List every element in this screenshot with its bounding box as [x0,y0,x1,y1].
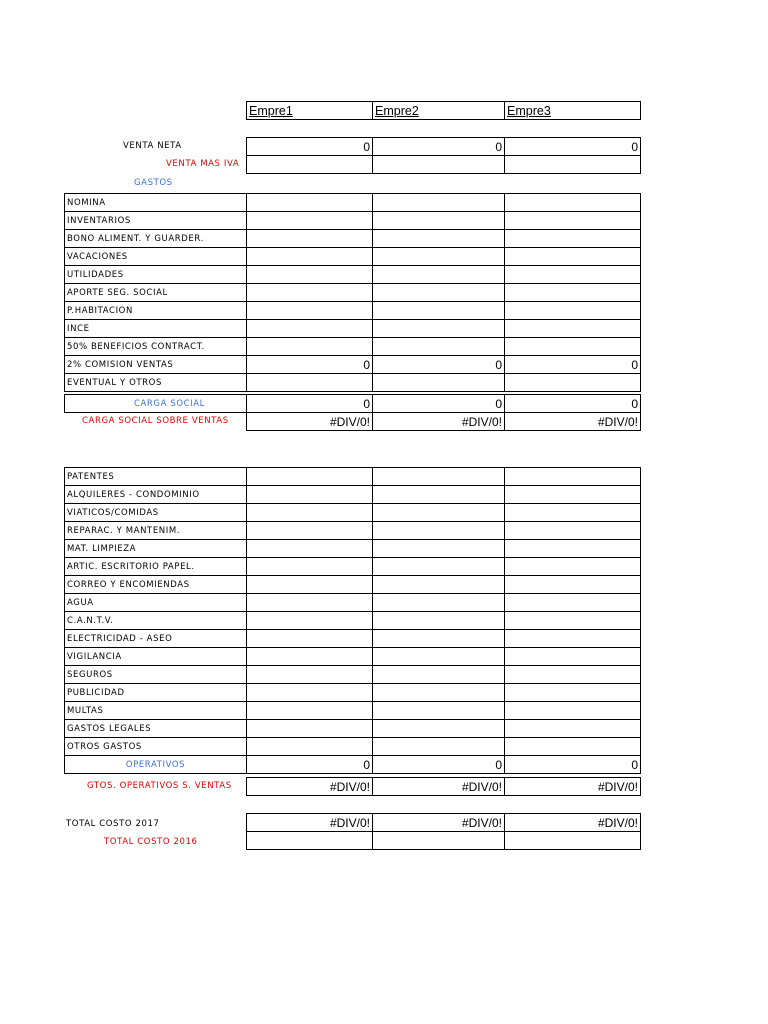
row-value-empre1[interactable] [247,648,373,666]
row-value-empre2[interactable] [373,576,505,594]
table-row [65,666,641,684]
row-label: AGUA [65,594,247,612]
row-value-empre3[interactable] [505,684,641,702]
header-empre3[interactable]: Empre3 [505,102,641,120]
venta-table [246,137,641,174]
venta-neta-empre1[interactable]: 0 [247,138,373,156]
row-value-empre2[interactable] [373,666,505,684]
table-row [65,594,641,612]
table-row [65,576,641,594]
row-label: C.A.N.T.V. [65,612,247,630]
row-label: 2% COMISION VENTAS [65,356,247,374]
row-value-empre2[interactable] [373,684,505,702]
row-value-empre1[interactable]: 0 [247,356,373,374]
row-value-empre1[interactable] [247,594,373,612]
row-label: GASTOS LEGALES [65,720,247,738]
venta-mas-iva-row [247,156,641,174]
table-row [65,558,641,576]
operativos-total-empre3[interactable]: 0 [505,756,641,774]
row-value-empre2[interactable]: 0 [373,356,505,374]
operativos-sobre-ventas-row [247,778,641,796]
operativos-total-row [65,756,641,774]
row-value-empre1[interactable] [247,486,373,504]
row-value-empre2[interactable] [373,504,505,522]
table-row [65,302,641,320]
carga-social-empre1[interactable]: 0 [247,395,373,413]
row-label: PUBLICIDAD [65,684,247,702]
row-value-empre3[interactable] [505,612,641,630]
table-row [65,702,641,720]
table-row [65,612,641,630]
row-value-empre1[interactable] [247,720,373,738]
venta-mas-iva-label: VENTA MAS IVA [166,159,240,169]
venta-neta-empre3[interactable]: 0 [505,138,641,156]
total-costo-2016-empre3[interactable] [505,832,641,850]
carga-social-ventas-table [246,412,641,431]
row-value-empre1[interactable] [247,738,373,756]
table-row [65,468,641,486]
table-row [65,320,641,338]
totales-table [246,813,641,850]
row-value-empre1[interactable] [247,684,373,702]
table-row [65,338,641,356]
row-value-empre2[interactable] [373,594,505,612]
row-value-empre2[interactable] [373,486,505,504]
row-value-empre3[interactable] [505,630,641,648]
row-value-empre3[interactable] [505,230,641,248]
row-label: 50% BENEFICIOS CONTRACT. [65,338,247,356]
row-value-empre1[interactable] [247,666,373,684]
table-row [65,648,641,666]
row-value-empre2[interactable] [373,212,505,230]
row-label: CORREO Y ENCOMIENDAS [65,576,247,594]
table-row [65,230,641,248]
row-label: OTROS GASTOS [65,738,247,756]
table-row [65,522,641,540]
row-value-empre2[interactable] [373,630,505,648]
row-value-empre1[interactable] [247,504,373,522]
row-value-empre3[interactable] [505,486,641,504]
gastos-table [64,193,641,392]
row-label: MULTAS [65,702,247,720]
row-value-empre3[interactable] [505,248,641,266]
row-label: P.HABITACION [65,302,247,320]
carga-social-ventas-label: CARGA SOCIAL SOBRE VENTAS [82,416,229,426]
row-value-empre1[interactable] [247,630,373,648]
row-value-empre3[interactable] [505,648,641,666]
row-value-empre3[interactable] [505,666,641,684]
row-label: PATENTES [65,468,247,486]
operativos-sobre-ventas-empre2[interactable]: #DIV/0! [373,778,505,796]
table-row [65,194,641,212]
row-value-empre1[interactable] [247,284,373,302]
operativos-table [64,467,641,774]
table-row [65,720,641,738]
row-value-empre1[interactable] [247,248,373,266]
row-value-empre2[interactable] [373,302,505,320]
table-row [65,266,641,284]
carga-social-row [65,395,641,413]
venta-mas-iva-empre1[interactable] [247,156,373,174]
operativos-sobre-ventas-label: GTOS. OPERATIVOS S. VENTAS [87,781,232,791]
row-value-empre1[interactable] [247,558,373,576]
row-value-empre2[interactable] [373,194,505,212]
operativos-sobre-ventas-empre3[interactable]: #DIV/0! [505,778,641,796]
table-row [65,356,641,374]
row-value-empre1[interactable] [247,522,373,540]
row-value-empre1[interactable] [247,230,373,248]
row-value-empre3[interactable] [505,266,641,284]
total-costo-2016-label: TOTAL COSTO 2016 [104,837,198,847]
row-value-empre2[interactable] [373,248,505,266]
total-costo-2016-row [247,832,641,850]
total-costo-2016-empre2[interactable] [373,832,505,850]
header-table [246,101,641,120]
row-label: ARTIC. ESCRITORIO PAPEL. [65,558,247,576]
carga-social-table [64,394,641,413]
row-value-empre2[interactable] [373,338,505,356]
row-value-empre3[interactable] [505,702,641,720]
table-row [65,374,641,392]
row-value-empre3[interactable] [505,338,641,356]
row-value-empre2[interactable] [373,374,505,392]
operativos-total-empre2[interactable]: 0 [373,756,505,774]
row-value-empre2[interactable] [373,720,505,738]
row-label: UTILIDADES [65,266,247,284]
row-label: VACACIONES [65,248,247,266]
venta-neta-row [247,138,641,156]
row-value-empre1[interactable] [247,266,373,284]
operativos-sobre-ventas-empre1[interactable]: #DIV/0! [247,778,373,796]
row-label: REPARAC. Y MANTENIM. [65,522,247,540]
row-value-empre1[interactable] [247,194,373,212]
row-label: INVENTARIOS [65,212,247,230]
row-value-empre2[interactable] [373,612,505,630]
row-value-empre1[interactable] [247,576,373,594]
row-value-empre3[interactable] [505,374,641,392]
row-value-empre3[interactable] [505,468,641,486]
gastos-title: GASTOS [134,178,173,188]
table-row [65,486,641,504]
carga-social-ventas-row [247,413,641,431]
row-value-empre3[interactable] [505,540,641,558]
row-value-empre1[interactable] [247,212,373,230]
total-costo-2016-empre1[interactable] [247,832,373,850]
venta-neta-label: VENTA NETA [123,141,182,151]
row-value-empre1[interactable] [247,468,373,486]
row-label: ALQUILERES - CONDOMINIO [65,486,247,504]
venta-mas-iva-empre2[interactable] [373,156,505,174]
row-value-empre2[interactable] [373,558,505,576]
operativos-sobre-ventas-table [246,777,641,796]
row-value-empre3[interactable] [505,522,641,540]
table-row [65,248,641,266]
venta-neta-empre2[interactable]: 0 [373,138,505,156]
row-label: NOMINA [65,194,247,212]
row-value-empre1[interactable] [247,702,373,720]
row-value-empre3[interactable] [505,194,641,212]
header-empre2[interactable]: Empre2 [373,102,505,120]
row-value-empre1[interactable] [247,612,373,630]
row-value-empre2[interactable] [373,540,505,558]
row-value-empre3[interactable] [505,720,641,738]
row-value-empre1[interactable] [247,302,373,320]
total-costo-2017-label: TOTAL COSTO 2017 [66,819,160,829]
row-value-empre2[interactable] [373,468,505,486]
row-label: SEGUROS [65,666,247,684]
row-value-empre1[interactable] [247,320,373,338]
row-value-empre2[interactable] [373,738,505,756]
row-label: MAT. LIMPIEZA [65,540,247,558]
row-label: INCE [65,320,247,338]
table-row [65,284,641,302]
row-value-empre2[interactable] [373,284,505,302]
table-row [65,540,641,558]
row-label: VIGILANCIA [65,648,247,666]
row-value-empre1[interactable] [247,374,373,392]
row-value-empre3[interactable] [505,594,641,612]
row-value-empre3[interactable]: 0 [505,356,641,374]
venta-mas-iva-empre3[interactable] [505,156,641,174]
row-label: VIATICOS/COMIDAS [65,504,247,522]
total-costo-2017-row [247,814,641,832]
table-row [65,684,641,702]
header-empre1[interactable]: Empre1 [247,102,373,120]
table-row [65,738,641,756]
carga-social-empre3[interactable]: 0 [505,395,641,413]
carga-social-empre2[interactable]: 0 [373,395,505,413]
row-value-empre2[interactable] [373,320,505,338]
table-row [65,504,641,522]
row-value-empre3[interactable] [505,284,641,302]
carga-social-ventas-empre2[interactable]: #DIV/0! [373,413,505,431]
row-label: BONO ALIMENT. Y GUARDER. [65,230,247,248]
total-costo-2017-empre3[interactable]: #DIV/0! [505,814,641,832]
row-value-empre3[interactable] [505,576,641,594]
row-value-empre2[interactable] [373,230,505,248]
row-value-empre2[interactable] [373,522,505,540]
row-value-empre1[interactable] [247,540,373,558]
row-value-empre2[interactable] [373,266,505,284]
operativos-total-label: OPERATIVOS [65,756,247,774]
header-row [247,102,641,120]
row-value-empre3[interactable] [505,738,641,756]
row-value-empre3[interactable] [505,504,641,522]
row-value-empre3[interactable] [505,320,641,338]
row-value-empre3[interactable] [505,302,641,320]
total-costo-2017-empre1[interactable]: #DIV/0! [247,814,373,832]
table-row [65,630,641,648]
row-value-empre2[interactable] [373,702,505,720]
row-label: APORTE SEG. SOCIAL [65,284,247,302]
row-value-empre2[interactable] [373,648,505,666]
carga-social-ventas-empre3[interactable]: #DIV/0! [505,413,641,431]
table-row [65,212,641,230]
operativos-total-empre1[interactable]: 0 [247,756,373,774]
row-value-empre1[interactable] [247,338,373,356]
row-label: EVENTUAL Y OTROS [65,374,247,392]
carga-social-ventas-empre1[interactable]: #DIV/0! [247,413,373,431]
row-value-empre3[interactable] [505,212,641,230]
row-label: ELECTRICIDAD - ASEO [65,630,247,648]
carga-social-label: CARGA SOCIAL [65,395,247,413]
row-value-empre3[interactable] [505,558,641,576]
total-costo-2017-empre2[interactable]: #DIV/0! [373,814,505,832]
